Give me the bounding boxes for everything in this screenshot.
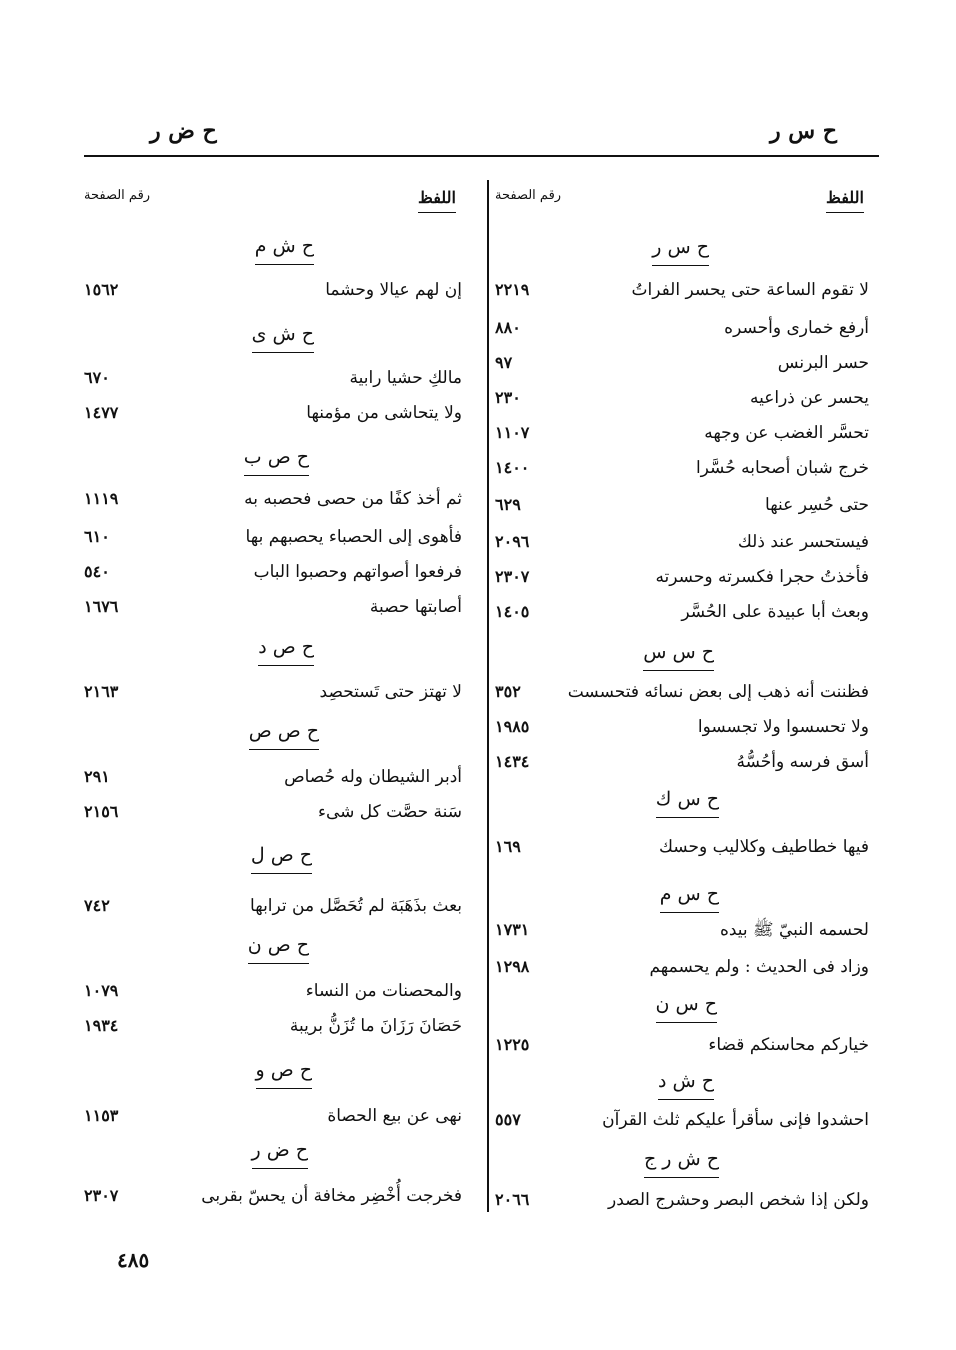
root-heading: ح س ك [656,785,719,818]
entry-text: إن لهم عيالا وحشما [325,280,462,300]
entry-page-number: ٢٠٩٦ [495,532,530,551]
entry-page-number: ٣٥٢ [495,682,521,701]
entry-row [84,592,484,622]
entry-text: فيستحسر عند ذلك [737,532,869,552]
entry-text: والمحصنات من النساء [305,981,462,1001]
root-heading-row [84,320,484,350]
left-page-header: رقم الصفحة [84,188,151,203]
entry-text: ولكن إذا شخص البصر وحشرج الصدر [608,1190,869,1210]
right-column [487,0,879,1350]
entry-page-number: ١٥٦٢ [84,280,119,299]
root-heading: ح ش د [658,1067,714,1100]
entry-row [487,313,879,343]
entry-row [487,562,879,592]
left-word-header: اللفظ [418,188,456,207]
entry-page-number: ٥٤٠ [84,562,110,581]
entry-text: سَنة حصَّت كل شىء [317,802,462,822]
entry-text: أدبر الشيطان وله حُصاص [284,767,462,787]
entry-row [487,712,879,742]
entry-row [84,398,484,428]
entry-page-number: ١٠٧٩ [84,981,119,1000]
entry-page-number: ١٤٣٤ [495,752,530,771]
entry-page-number: ٢٣٠ [495,388,521,407]
root-heading-row [487,785,879,815]
running-header-left: ح ض ر [150,118,217,144]
root-heading: ح ص و [256,1056,313,1089]
root-heading-row [487,1145,879,1175]
root-heading-row [84,633,484,663]
entry-row [84,484,484,514]
root-heading-row [487,1067,879,1097]
entry-page-number: ١٩٣٤ [84,1016,119,1035]
root-heading: ح س ن [656,990,718,1023]
entry-text: فظننت أنه ذهب إلى بعض نسائه فتحسست [567,682,869,702]
entry-text: أسق فرسه وأحُسُّهُ [736,752,869,772]
entry-page-number: ١٩٨٥ [495,717,530,736]
entry-page-number: ١٤٠٠ [495,458,530,477]
entry-row [84,557,484,587]
entry-page-number: ٥٥٧ [495,1110,521,1129]
entry-text: حتى حُسِر عنها [765,495,869,515]
root-heading-row [84,841,484,871]
root-heading: ح ش ر ج [644,1145,719,1178]
entry-page-number: ٦٧٠ [84,368,110,387]
entry-text: مالكِ حشيا رابية [349,368,462,388]
root-heading-row [84,1056,484,1086]
entry-page-number: ١٧٣١ [495,920,530,939]
entry-row [487,832,879,862]
right-page-header: رقم الصفحة [495,188,562,203]
entry-text: ثم أخذ كفًا من حصى فحصبه به [244,489,462,509]
entry-page-number: ١٤٠٥ [495,602,530,621]
entry-text: وبعث أبا عبيدة على الحُسَّر [681,602,869,622]
entry-page-number: ٢٣٠٧ [495,567,530,586]
entry-page-number: ١٦٧٦ [84,597,119,616]
entry-text: ولا يتحاشى من مؤمنها [306,403,462,423]
root-heading-row [84,443,484,473]
root-heading: ح ش ى [252,320,314,353]
entry-row [487,418,879,448]
root-heading: ح ص ن [248,931,309,964]
entry-row [487,1030,879,1060]
root-heading: ح س ر [652,233,709,266]
entry-page-number: ١١٠٧ [495,423,530,442]
entry-row [84,275,484,305]
entry-text: فأهوى إلى الحصباء يحصبهم بها [245,527,462,547]
entry-text: بعث بذَهَبَة لم تُحَصَّل من ترابها [250,896,462,916]
entry-text: لا تقوم الساعة حتى يحسر الفراتُ [631,280,869,300]
entry-row [487,275,879,305]
entry-page-number: ٢٠٦٦ [495,1190,530,1209]
entry-page-number: ٧٤٢ [84,896,110,915]
entry-page-number: ٢٩١ [84,767,110,786]
entry-row [487,383,879,413]
root-heading: ح ص د [258,633,314,666]
left-column [84,0,484,1350]
running-header-right: ح س ر [770,118,837,144]
entry-row [487,527,879,557]
entry-row [84,1101,484,1131]
entry-text: حَصَانَ رَزَانَ ما تُزَنُّ بريبة [289,1016,462,1036]
entry-row [487,1105,879,1135]
entry-text: ولا تحسسوا ولا تجسسوا [697,717,869,737]
root-heading: ح س م [660,880,719,913]
entry-page-number: ١٢٩٨ [495,957,530,976]
entry-text: تحسَّر الغضب عن وجهه [704,423,869,443]
entry-text: وزاد فى الحديث : ولم يحسمهم [649,957,869,977]
root-heading: ح ص ب [244,443,309,476]
entry-page-number: ١١٥٣ [84,1106,119,1125]
root-heading: ح ص ل [251,841,312,874]
root-heading-row [487,233,879,263]
entry-row [84,976,484,1006]
entry-page-number: ٢٢١٩ [495,280,530,299]
entry-text: حسر البرنس [777,353,869,373]
entry-row [487,747,879,777]
entry-row [487,677,879,707]
entry-row [487,915,879,945]
root-heading-row [84,232,484,262]
entry-page-number: ٦٢٩ [495,495,521,514]
entry-text: لحسمه النبيّ ﷺ بيده [719,920,869,940]
entry-text: فيها خطاطيف وكلاليب وحسك [658,837,869,857]
root-heading-row [487,638,879,668]
entry-row [84,522,484,552]
entry-text: خرج شبان أصحابه حُسَّرا [695,458,869,478]
entry-row [487,1185,879,1215]
entry-text: احشدوا فإنى سأقرأ عليكم ثلث القرآن [602,1110,869,1130]
entry-row [84,363,484,393]
entry-page-number: ٢٣٠٧ [84,1186,119,1205]
root-heading: ح ص ص [249,717,319,750]
entry-page-number: ١٦٩ [495,837,521,856]
entry-text: فأخذتُ حجرا فكسرته وحسرته [655,567,869,587]
root-heading-row [487,880,879,910]
entry-row [84,797,484,827]
entry-page-number: ١٢٢٥ [495,1035,530,1054]
root-heading: ح س س [643,638,714,671]
entry-text: فرفعوا أصواتهم وحصبوا الباب [253,562,462,582]
entry-row [84,677,484,707]
page-number: ٤٨٥ [117,1248,150,1272]
entry-text: نهى عن بيع الحصاة [327,1106,462,1126]
entry-text: فخرجت أُخْضِر مخافة أن يحسّ بقربى [201,1186,462,1206]
entry-text: يحسر عن ذراعيه [749,388,869,408]
entry-row [84,1181,484,1211]
entry-row [487,597,879,627]
entry-page-number: ١١١٩ [84,489,119,508]
entry-row [487,453,879,483]
entry-text: خياركم محاسنكم قضاء [708,1035,869,1055]
root-heading-row [84,931,484,961]
entry-page-number: ٢١٦٣ [84,682,119,701]
entry-page-number: ٩٧ [495,353,513,372]
root-heading-row [84,717,484,747]
entry-row [487,490,879,520]
entry-text: لا تهتز حتى تَستحصِد [319,682,462,702]
entry-page-number: ٨٨٠ [495,318,521,337]
entry-row [487,952,879,982]
root-heading: ح ش م [255,232,314,265]
entry-row [487,348,879,378]
right-word-header: اللفظ [826,188,864,207]
root-heading-row [487,990,879,1020]
entry-text: أرفع خماری وأحسره [724,318,869,338]
entry-page-number: ٢١٥٦ [84,802,119,821]
root-heading: ح ض ر [252,1136,309,1169]
root-heading-row [84,1136,484,1166]
entry-page-number: ١٤٧٧ [84,403,119,422]
entry-row [84,891,484,921]
entry-page-number: ٦١٠ [84,527,110,546]
entry-row [84,1011,484,1041]
entry-text: أصابتها حصبة [369,597,462,617]
entry-row [84,762,484,792]
